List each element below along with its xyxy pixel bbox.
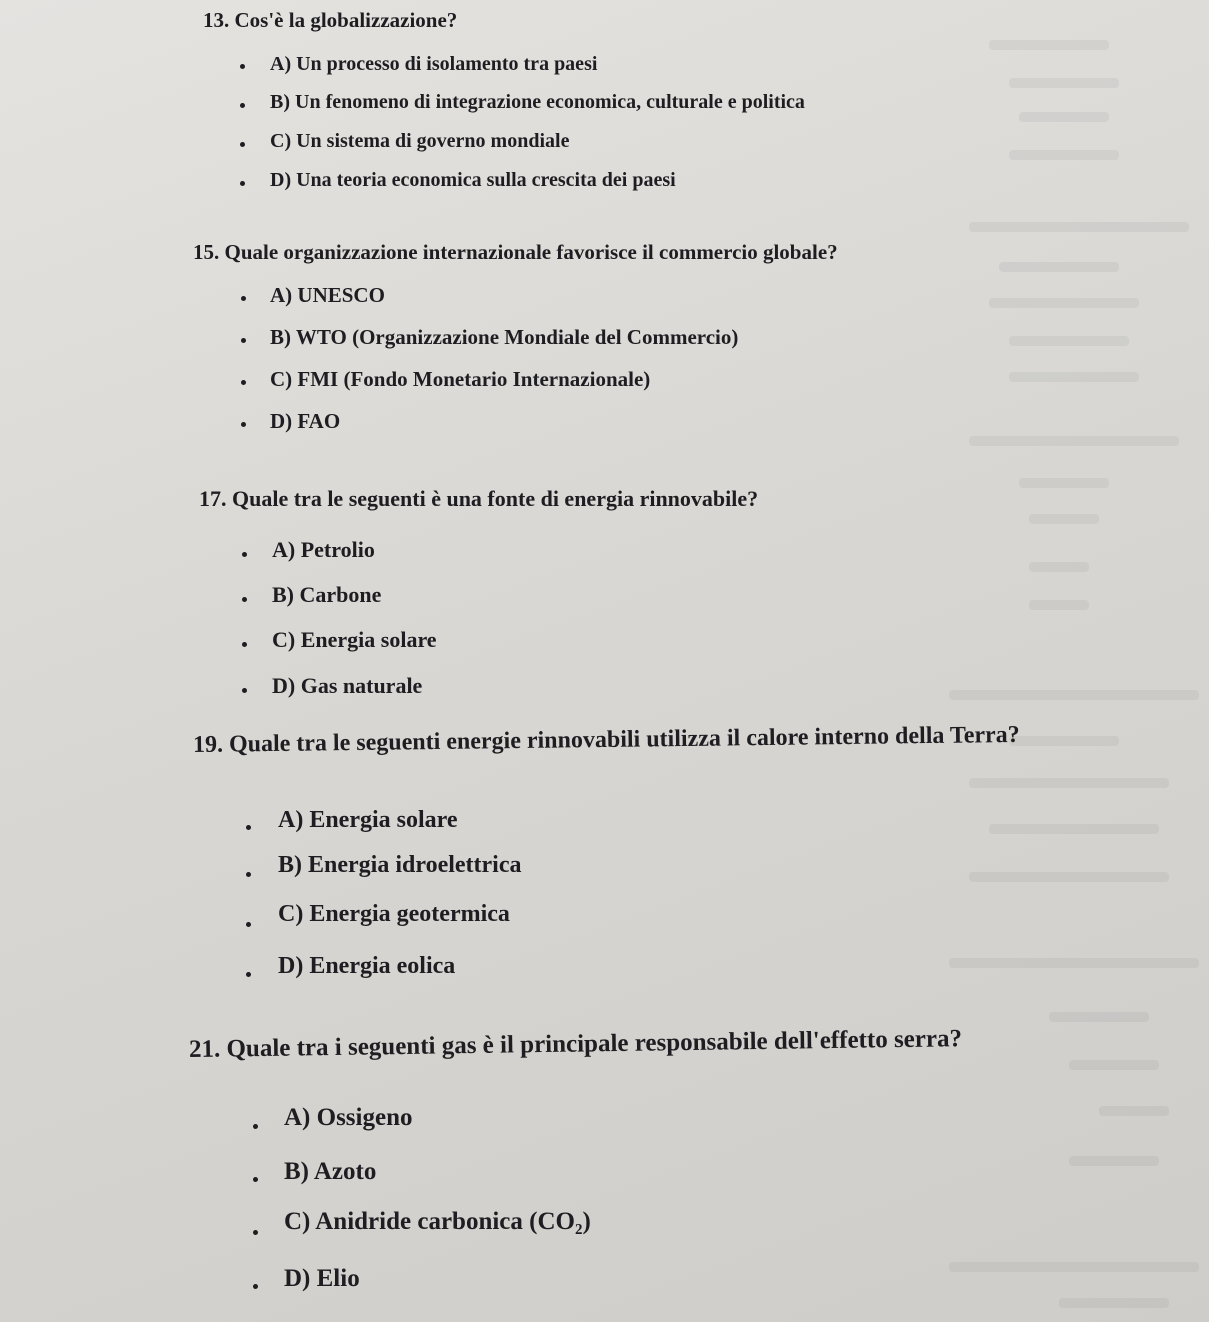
bullet-icon bbox=[246, 825, 251, 830]
bullet-icon bbox=[240, 103, 245, 108]
option-b: B) Energia idroelettrica bbox=[278, 852, 522, 878]
option-d: D) Elio bbox=[284, 1265, 360, 1292]
bullet-icon bbox=[241, 296, 246, 301]
bullet-icon bbox=[242, 597, 247, 602]
question-title: 19. Quale tra le seguenti energie rinnovabili utilizza il calore interno della Terra? bbox=[192, 721, 1020, 758]
option-c: C) Un sistema di governo mondiale bbox=[270, 130, 570, 152]
option-c: C) Energia solare bbox=[272, 627, 437, 652]
bullet-icon bbox=[241, 422, 246, 427]
bleed-through-texture bbox=[949, 0, 1209, 1322]
question-title: 21. Quale tra i seguenti gas è il principale responsabile dell'effetto serra? bbox=[188, 1025, 963, 1063]
option-a: A) Ossigeno bbox=[284, 1104, 413, 1131]
option-c: C) FMI (Fondo Monetario Internazionale) bbox=[270, 367, 651, 391]
question-title: 17. Quale tra le seguenti è una fonte di energia rinnovabile? bbox=[199, 486, 759, 511]
option-a: A) UNESCO bbox=[270, 283, 385, 307]
option-d: D) FAO bbox=[270, 409, 341, 433]
option-c: C) Energia geotermica bbox=[278, 901, 510, 927]
bullet-icon bbox=[241, 380, 246, 385]
option-d: D) Gas naturale bbox=[272, 673, 423, 698]
bullet-icon bbox=[246, 972, 251, 977]
option-b: B) Un fenomeno di integrazione economica, culturale e politica bbox=[270, 91, 805, 113]
option-b: B) WTO (Organizzazione Mondiale del Commercio) bbox=[270, 325, 739, 349]
bullet-icon bbox=[253, 1177, 258, 1182]
option-d: D) Una teoria economica sulla crescita dei paesi bbox=[270, 169, 676, 191]
bullet-icon bbox=[240, 64, 245, 69]
bullet-icon bbox=[253, 1124, 258, 1129]
option-b: B) Carbone bbox=[272, 582, 382, 607]
bullet-icon bbox=[242, 552, 247, 557]
option-a: A) Petrolio bbox=[272, 537, 375, 562]
bullet-icon bbox=[253, 1230, 258, 1235]
bullet-icon bbox=[241, 338, 246, 343]
bullet-icon bbox=[246, 872, 251, 877]
bullet-icon bbox=[240, 181, 245, 186]
option-a: A) Energia solare bbox=[278, 807, 458, 833]
question-title: 13. Cos'è la globalizzazione? bbox=[203, 8, 458, 32]
bullet-icon bbox=[242, 688, 247, 693]
option-c: C) Anidride carbonica (CO₂) bbox=[284, 1208, 591, 1235]
option-a: A) Un processo di isolamento tra paesi bbox=[270, 53, 598, 75]
bullet-icon bbox=[242, 642, 247, 647]
bullet-icon bbox=[240, 142, 245, 147]
bullet-icon bbox=[246, 922, 251, 927]
bullet-icon bbox=[253, 1284, 258, 1289]
option-d: D) Energia eolica bbox=[278, 953, 456, 979]
question-title: 15. Quale organizzazione internazionale favorisce il commercio globale? bbox=[193, 240, 838, 264]
option-b: B) Azoto bbox=[284, 1158, 377, 1185]
